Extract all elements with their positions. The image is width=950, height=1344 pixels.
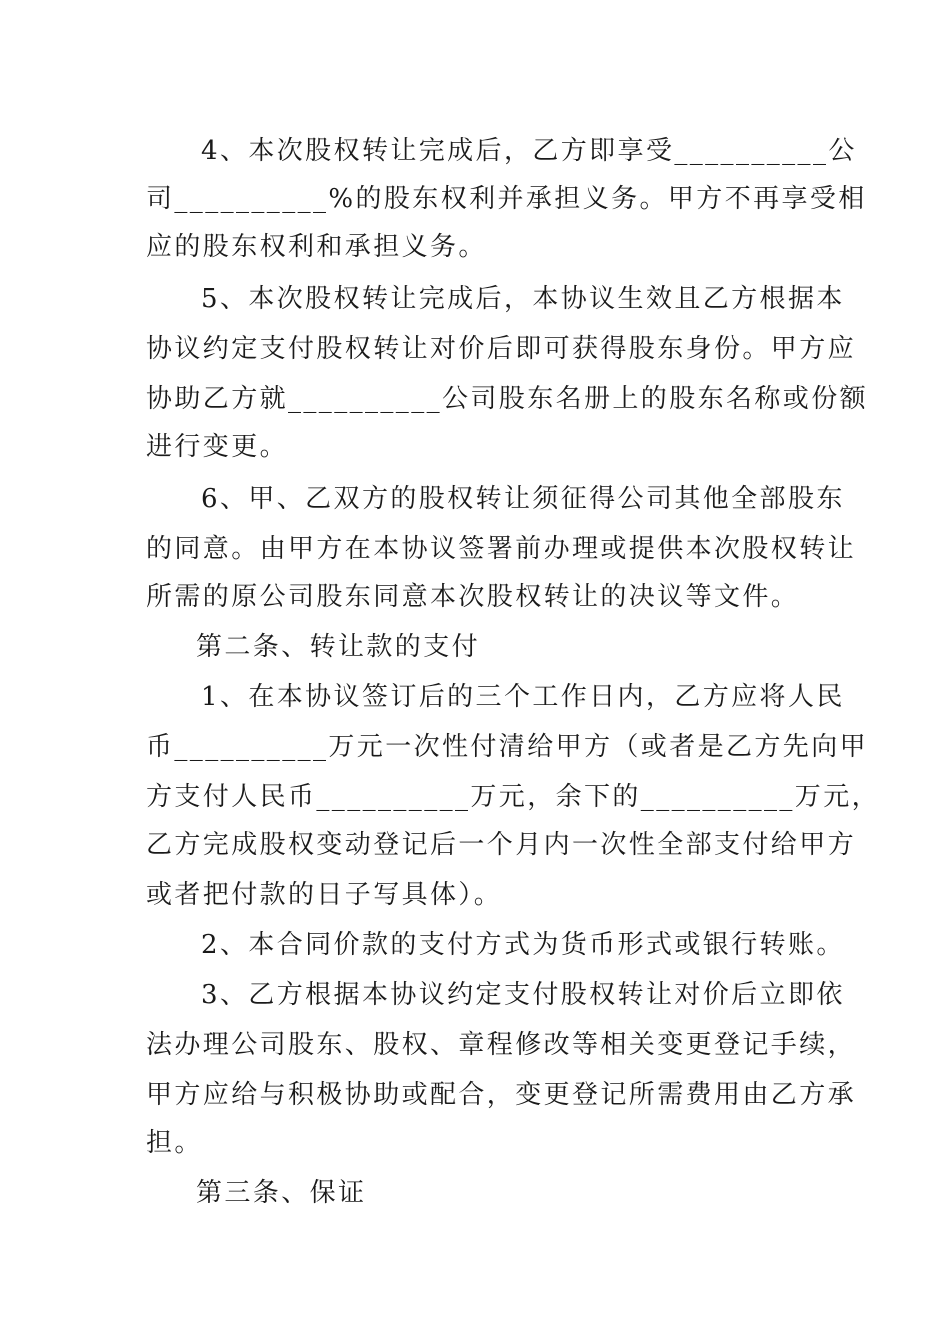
clause-2-1-line-5: 或者把付款的日子写具体）。 xyxy=(146,880,503,910)
clause-2-3-line-1: 3、乙方根据本协议约定支付股权转让对价后立即依 xyxy=(201,980,845,1010)
clause-2-3-line-4: 担。 xyxy=(146,1128,203,1158)
clause-2-3-line-2: 法办理公司股东、股权、章程修改等相关变更登记手续， xyxy=(146,1030,857,1060)
clause-2-3-line-3: 甲方应给与积极协助或配合，变更登记所需费用由乙方承 xyxy=(146,1080,857,1110)
clause-2-1-line-2: 币__________万元一次性付清给甲方（或者是乙方先向甲 xyxy=(146,732,869,762)
paragraph-4-line-2: 司__________%的股东权利并承担义务。甲方不再享受相 xyxy=(146,184,867,214)
paragraph-6-line-3: 所需的原公司股东同意本次股权转让的决议等文件。 xyxy=(146,582,800,612)
paragraph-5-line-4: 进行变更。 xyxy=(146,432,289,462)
clause-2-2: 2、本合同价款的支付方式为货币形式或银行转账。 xyxy=(201,930,845,960)
paragraph-5-line-2: 协议约定支付股权转让对价后即可获得股东身份。甲方应 xyxy=(146,334,857,364)
paragraph-4-line-3: 应的股东权利和承担义务。 xyxy=(146,232,487,262)
clause-2-1-line-4: 乙方完成股权变动登记后一个月内一次性全部支付给甲方 xyxy=(146,830,857,860)
clause-2-1-line-1: 1、在本协议签订后的三个工作日内，乙方应将人民 xyxy=(201,682,845,712)
section-heading-2: 第二条、转让款的支付 xyxy=(196,632,481,662)
paragraph-4-line-1: 4、本次股权转让完成后，乙方即享受__________公 xyxy=(201,136,857,166)
paragraph-5-line-1: 5、本次股权转让完成后，本协议生效且乙方根据本 xyxy=(201,284,845,314)
paragraph-5-line-3: 协助乙方就__________公司股东名册上的股东名称或份额 xyxy=(146,384,869,414)
paragraph-6-line-1: 6、甲、乙双方的股权转让须征得公司其他全部股东 xyxy=(201,484,845,514)
paragraph-6-line-2: 的同意。由甲方在本协议签署前办理或提供本次股权转让 xyxy=(146,534,857,564)
section-heading-3: 第三条、保证 xyxy=(196,1178,367,1208)
clause-2-1-line-3: 方支付人民币__________万元，余下的__________万元， xyxy=(146,782,881,812)
